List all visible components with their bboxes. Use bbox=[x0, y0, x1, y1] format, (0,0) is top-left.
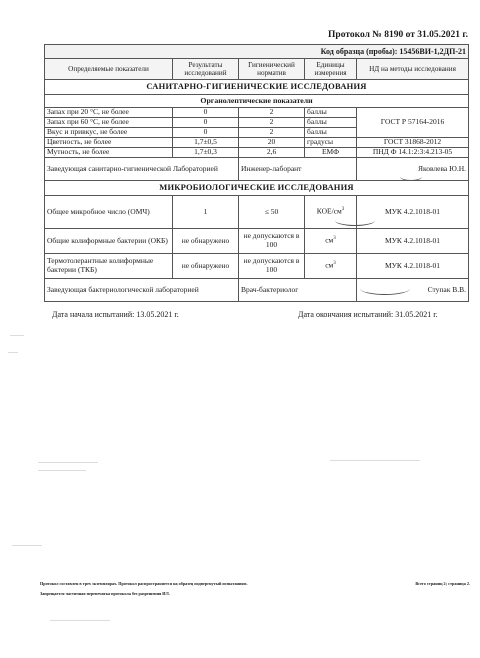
footer-line-2: Запрещается частичная перепечатка протокола без разрешения ИЛ. bbox=[40, 591, 170, 596]
row-unit: градусы bbox=[305, 138, 357, 148]
row-result: 1,7±0,3 bbox=[173, 148, 239, 158]
row-name: Запах при 60 °С, не более bbox=[45, 118, 173, 128]
doctor-title: Врач-бактериолог bbox=[239, 279, 357, 302]
section-sanitary: САНИТАРНО-ГИГИЕНИЧЕСКИЕ ИССЛЕДОВАНИЯ bbox=[45, 80, 469, 95]
bleed-through-mark bbox=[330, 460, 420, 461]
footer-note: Протокол составлен в трех экземплярах. Протокол распространяется на образец подвергнутый испытаниям. bbox=[40, 581, 248, 586]
row-norm: 2 bbox=[239, 108, 305, 118]
bleed-through-mark bbox=[38, 462, 98, 463]
bleed-through-mark bbox=[10, 335, 24, 336]
row-result: 1 bbox=[173, 196, 239, 229]
row-norm: не допускаются в 100 bbox=[239, 254, 305, 279]
signature-stroke bbox=[335, 215, 375, 226]
row-norm: не допускаются в 100 bbox=[239, 229, 305, 254]
header-methods: НД на методы исследования bbox=[357, 59, 469, 80]
table-row bbox=[45, 229, 469, 254]
row-norm: 20 bbox=[239, 138, 305, 148]
table-row bbox=[45, 108, 469, 118]
sanitary-head-title: Заведующая санитарно-гигиенической Лабораторией bbox=[45, 158, 239, 181]
bleed-through-mark bbox=[38, 470, 86, 471]
row-name: Вкус и привкус, не более bbox=[45, 128, 173, 138]
row-name: Термотолерантные колиформные бактерии (ТКБ) bbox=[45, 254, 173, 279]
table-header-row bbox=[45, 59, 469, 80]
table-row bbox=[45, 196, 469, 229]
row-name: Общие колиформные бактерии (ОКБ) bbox=[45, 229, 173, 254]
signature-stroke bbox=[400, 172, 422, 181]
table-row bbox=[45, 148, 469, 158]
row-norm: 2 bbox=[239, 128, 305, 138]
row-unit: ЕМФ bbox=[305, 148, 357, 158]
bleed-through-mark bbox=[50, 620, 110, 621]
table-row bbox=[45, 138, 469, 148]
row-norm: ≤ 50 bbox=[239, 196, 305, 229]
micro-head-title: Заведующая бактериологической лабораторией bbox=[45, 279, 239, 302]
row-result: 0 bbox=[173, 118, 239, 128]
footer-line-1 bbox=[40, 581, 470, 586]
row-name: Цветность, не более bbox=[45, 138, 173, 148]
date-end: Дата окончания испытаний: 31.05.2021 г. bbox=[298, 310, 438, 319]
row-unit: $см^3$ bbox=[305, 254, 357, 279]
sample-code: Код образца (пробы): 15456ВИ-1,2ДП-21 bbox=[45, 45, 469, 59]
signature-stroke bbox=[360, 282, 410, 295]
row-name: Запах при 20 °С, не более bbox=[45, 108, 173, 118]
row-unit: баллы bbox=[305, 118, 357, 128]
footer-pages: Всего страниц 2; страница 2. bbox=[415, 581, 470, 586]
date-start: Дата начала испытаний: 13.05.2021 г. bbox=[52, 310, 179, 319]
row-unit: баллы bbox=[305, 108, 357, 118]
header-indicators: Определяемые показатели bbox=[45, 59, 173, 80]
row-result: 0 bbox=[173, 128, 239, 138]
header-norm: Гигиенический норматив bbox=[239, 59, 305, 80]
row-norm: 2 bbox=[239, 118, 305, 128]
engineer-title: Инженер-лаборант bbox=[239, 158, 357, 181]
section-micro: МИКРОБИОЛОГИЧЕСКИЕ ИССЛЕДОВАНИЯ bbox=[45, 181, 469, 196]
table-row bbox=[45, 254, 469, 279]
row-result: 0 bbox=[173, 108, 239, 118]
header-results: Результаты исследований bbox=[173, 59, 239, 80]
row-result: не обнаружено bbox=[173, 229, 239, 254]
protocol-number: Протокол № 8190 от 31.05.2021 г. bbox=[328, 30, 468, 40]
engineer-name: Яковлева Ю.Н. bbox=[357, 158, 469, 181]
row-method: ГОСТ Р 57164-2016 bbox=[357, 108, 469, 138]
row-unit: $см^3$ bbox=[305, 229, 357, 254]
doctor-name: Ступак В.В. bbox=[357, 279, 469, 302]
row-name: Мутность, не более bbox=[45, 148, 173, 158]
row-result: 1,7±0,5 bbox=[173, 138, 239, 148]
row-method: ПНД Ф 14.1:2:3:4.213-05 bbox=[357, 148, 469, 158]
row-result: не обнаружено bbox=[173, 254, 239, 279]
row-unit: КОЕ/$см^3$ bbox=[305, 196, 357, 229]
row-norm: 2,6 bbox=[239, 148, 305, 158]
row-method: ГОСТ 31868-2012 bbox=[357, 138, 469, 148]
row-method: МУК 4.2.1018-01 bbox=[357, 254, 469, 279]
row-method: МУК 4.2.1018-01 bbox=[357, 196, 469, 229]
row-method: МУК 4.2.1018-01 bbox=[357, 229, 469, 254]
header-units: Единицы измерения bbox=[305, 59, 357, 80]
row-unit: баллы bbox=[305, 128, 357, 138]
bleed-through-mark bbox=[12, 545, 42, 546]
bleed-through-mark bbox=[8, 352, 18, 353]
subsection-organoleptic: Органолептические показатели bbox=[45, 95, 469, 108]
row-name: Общее микробное число (ОМЧ) bbox=[45, 196, 173, 229]
